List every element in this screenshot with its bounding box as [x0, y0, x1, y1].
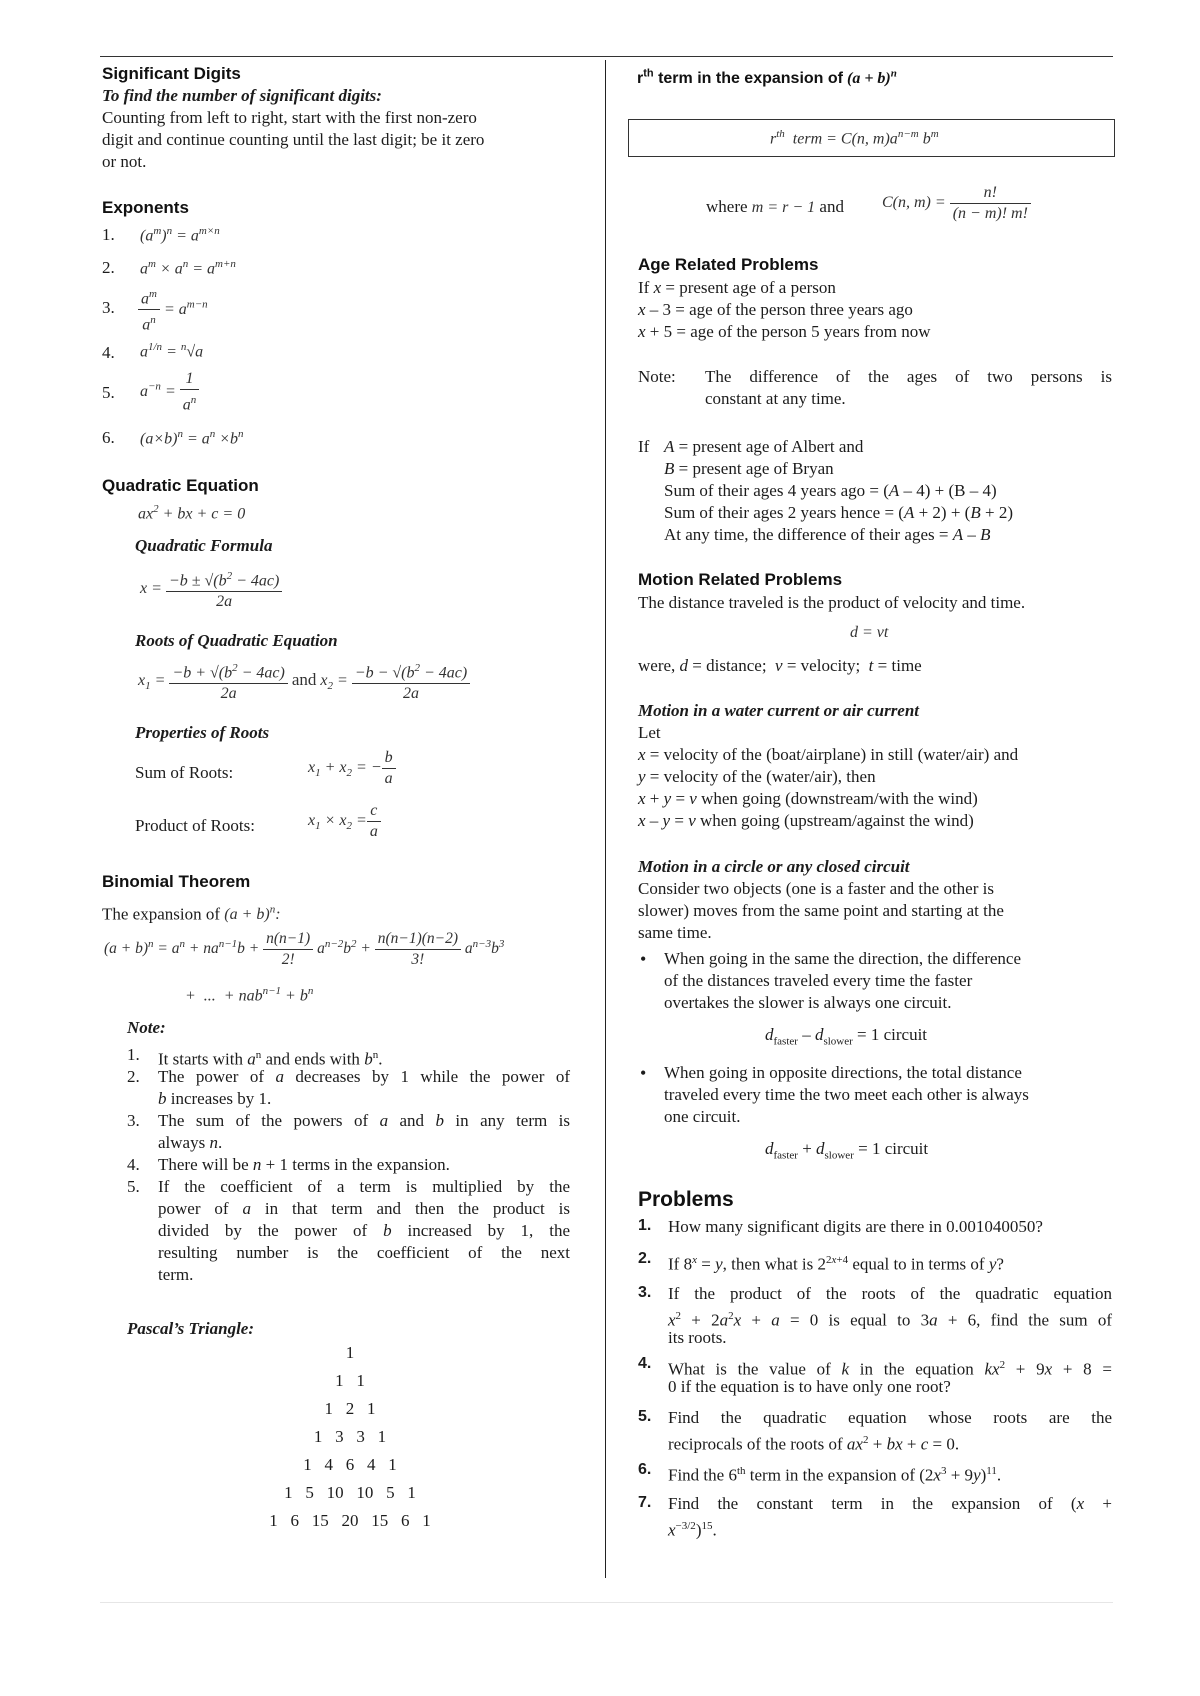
rth-where: where m = r − 1 and [706, 197, 844, 216]
binomial-intro: The expansion of $(a + b)^n$: [102, 904, 281, 924]
problem-text: 0 if the equation is to have only one root? [668, 1377, 951, 1396]
motion-heading: Motion Related Problems [638, 570, 843, 589]
exp-num-2: 2. [102, 258, 115, 277]
exp-rule-1: $(a^m)^n = a^{m\times n}$ [140, 225, 220, 245]
pascal-row: 1 3 3 1 [313, 1427, 387, 1446]
product-formula: $x_1 \times x_2$ = $\frac{c}{a}$ [308, 801, 381, 842]
binomial-note-heading: Note: [127, 1018, 166, 1037]
pascal-row: 1 [345, 1343, 355, 1362]
sig-line-3: or not. [102, 152, 147, 171]
binomial-expansion-line2: + ... + $nab^{n-1} + b^n$ [185, 985, 314, 1005]
water-line-3: y = velocity of the (water/air), then [638, 767, 876, 786]
quadratic-formula: x = $\frac{-b \pm √(b^2 - 4ac)}{2a}$ [140, 566, 282, 612]
problem-number: 7. [638, 1494, 652, 1511]
binomial-note-line: The power of a decreases by 1 while the power of [158, 1067, 570, 1086]
binomial-note-line: If the coefficient of a term is multiplied by the [158, 1177, 570, 1196]
age-line-2: x – 3 = age of the person three years ago [638, 300, 913, 319]
water-line-1: Let [638, 723, 661, 742]
binomial-note-number: 1. [127, 1045, 140, 1064]
age-note-line-2: constant at any time. [705, 389, 846, 408]
exp-rule-6: $(a\times b)^n = a^n \times b^n$ [140, 428, 244, 448]
age-note-label: Note: [638, 367, 676, 386]
water-line-4: x + y = v when going (downstream/with the wind) [638, 789, 978, 808]
problem-number: 1. [638, 1217, 652, 1234]
column-divider [605, 60, 606, 1578]
exp-num-3: 3. [102, 298, 115, 317]
circle-heading: Motion in a circle or any closed circuit [638, 857, 910, 876]
problem-text: Find the quadratic equation whose roots are the [668, 1408, 1112, 1427]
age-if-line-4: Sum of their ages 2 years hence = (A + 2) + (B + 2) [664, 503, 1013, 522]
binomial-note-number: 4. [127, 1155, 140, 1174]
binomial-note-line: There will be n + 1 terms in the expansion. [158, 1155, 450, 1174]
binomial-note-number: 3. [127, 1111, 140, 1130]
sig-line-1: Counting from left to right, start with the first non-zero [102, 108, 477, 127]
problem-text: Find the 6th term in the expansion of $(2x^3 + 9y)^{11}$. [668, 1465, 1002, 1485]
binomial-note-number: 5. [127, 1177, 140, 1196]
circle-line-3: same time. [638, 923, 712, 942]
sum-label: Sum of Roots: [135, 763, 234, 782]
age-note-line-1: The difference of the ages of two persons is [705, 367, 1112, 386]
problem-text: $x^2 + 2a^2x + a = 0$ is equal to 3a + 6, find the sum of [668, 1310, 1112, 1330]
problem-number: 5. [638, 1408, 652, 1425]
age-line-3: x + 5 = age of the person 5 years from now [638, 322, 931, 341]
exp-num-1: 1. [102, 225, 115, 244]
water-heading: Motion in a water current or air current [638, 701, 920, 720]
rth-heading: $r^{th}$ term in the expansion of $(a + b)^n$ [637, 68, 897, 88]
age-if-line-5: At any time, the difference of their ages = A – B [664, 525, 991, 544]
binomial-heading: Binomial Theorem [102, 872, 251, 891]
water-line-2: x = velocity of the (boat/airplane) in still (water/air) and [638, 745, 1019, 764]
circle-line-1: Consider two objects (one is a faster and the other is [638, 879, 994, 898]
motion-legend: were, d = distance; v = velocity; t = time [638, 656, 922, 675]
pascal-row: 1 4 6 4 1 [303, 1455, 397, 1474]
age-heading: Age Related Problems [638, 255, 819, 274]
problem-number: 4. [638, 1355, 652, 1372]
problem-number: 6. [638, 1461, 652, 1478]
binomial-note-line: power of a in that term and then the product is [158, 1199, 571, 1218]
circle-formula-2: $d_{faster} + d_{slower} = 1$ circuit [765, 1139, 929, 1162]
properties-heading: Properties of Roots [135, 723, 270, 742]
pascal-heading: Pascal’s Triangle: [127, 1319, 255, 1338]
problem-number: 2. [638, 1250, 652, 1267]
age-line-1: If x = present age of a person [638, 278, 836, 297]
sig-heading: Significant Digits [102, 64, 241, 83]
problem-text: How many significant digits are there in 0.001040050? [668, 1217, 1043, 1236]
problem-text: What is the value of k in the equation $kx^2 + 9x + 8$ = [668, 1359, 1112, 1379]
binomial-note-number: 2. [127, 1067, 140, 1086]
quadratic-formula-heading: Quadratic Formula [135, 536, 273, 555]
circle-bullet-1: • When going in the same the direction, the difference of the distances traveled every time the faster overtakes the slower is always one circuit. [664, 948, 1021, 1014]
sig-subheading: To find the number of significant digits: [102, 86, 382, 105]
product-label: Product of Roots: [135, 816, 255, 835]
problem-text: Find the constant term in the expansion of (x + [668, 1494, 1112, 1513]
problems-heading: Problems [638, 1188, 734, 1211]
problem-number: 3. [638, 1284, 652, 1301]
pascal-row: 1 6 15 20 15 6 1 [269, 1511, 431, 1530]
exp-num-4: 4. [102, 343, 115, 362]
top-rule [100, 56, 1113, 57]
binomial-note-line: always n. [158, 1133, 223, 1152]
water-line-5: x – y = v when going (upstream/against the wind) [638, 811, 974, 830]
quadratic-heading: Quadratic Equation [102, 476, 259, 495]
roots-formula: $x_1$ = $\frac{-b + √(b^2 - 4ac)}{2a}$ and $x_2$ = $\frac{-b - √(b^2 - 4ac)}{2a}$ [138, 658, 470, 704]
age-if-line-3: Sum of their ages 4 years ago = (A – 4) + (B – 4) [664, 481, 997, 500]
problem-text: $x^{-3/2})^{15}$. [668, 1520, 717, 1540]
motion-formula: d = vt [850, 624, 889, 641]
binomial-expansion: $(a + b)^n = a^n + na^{n-1}b$ + $\frac{n(n-1)}{2!}$ $a^{n-2}b^2$ + $\frac{n(n-1)(n-2)}{3!}$ $a^{n-3}b^3$ [104, 930, 505, 968]
problem-text: If $8^x = y$, then what is $2^{2x+4}$ equal to in terms of y? [668, 1254, 1004, 1274]
exp-rule-4: $a^{1/n} = ^n√a$ [140, 341, 204, 361]
circle-bullet-2: • When going in opposite directions, the total distance traveled every time the two meet each other is always one circuit. [664, 1062, 1029, 1128]
age-if-line-2: B = present age of Bryan [664, 459, 834, 478]
pascal-row: 1 5 10 10 5 1 [284, 1483, 416, 1502]
quadratic-equation: $ax^2$ + bx + c = 0 [138, 503, 246, 523]
exp-num-5: 5. [102, 383, 115, 402]
binomial-note-line: b increases by 1. [158, 1089, 272, 1108]
binomial-note-line: divided by the power of b increased by 1, the [158, 1221, 571, 1240]
age-if-line-1: A = present age of Albert and [664, 437, 864, 456]
sig-line-2: digit and continue counting until the last digit; be it zero [102, 130, 485, 149]
bottom-rule [100, 1602, 1113, 1603]
problem-text: reciprocals of the roots of $ax^2$ + bx + c = 0. [668, 1434, 960, 1454]
exp-rule-5: $a^{-n}$ = $\frac{1}{a^n}$ [140, 369, 199, 415]
age-if-label: If [638, 437, 650, 456]
binomial-note-line: resulting number is the coefficient of the next [158, 1243, 570, 1262]
circle-formula-1: $d_{faster} - d_{slower} = 1$ circuit [765, 1025, 928, 1048]
binomial-note-line: It starts with $a^n$ and ends with $b^n$. [158, 1049, 383, 1069]
combination-formula: C(n, m) = $\frac{n!}{(n - m)! m!}$ [882, 183, 1031, 224]
exp-rule-2: $a^m \times a^n = a^{m+n}$ [140, 258, 236, 278]
circle-line-2: slower) moves from the same point and starting at the [638, 901, 1004, 920]
sum-formula: $x_1 + x_2$ = − $\frac{b}{a}$ [308, 748, 396, 789]
binomial-note-line: The sum of the powers of a and b in any term is [158, 1111, 570, 1130]
roots-heading: Roots of Quadratic Equation [135, 631, 338, 650]
motion-intro: The distance traveled is the product of velocity and time. [638, 593, 1026, 612]
rth-term-formula: $r^{th}$ term = C(n, $m)a^{n-m}$ $b^m$ [770, 128, 939, 148]
exponents-heading: Exponents [102, 198, 189, 217]
pascal-row: 1 2 1 [324, 1399, 376, 1418]
exp-num-6: 6. [102, 428, 115, 447]
exp-rule-3: $\frac{a^m}{a^n}$ = $a^{m-n}$ [138, 284, 208, 336]
problem-text: If the product of the roots of the quadratic equation [668, 1284, 1112, 1303]
binomial-note-line: term. [158, 1265, 194, 1284]
problem-text: its roots. [668, 1328, 727, 1347]
pascal-row: 1 1 [335, 1371, 365, 1390]
